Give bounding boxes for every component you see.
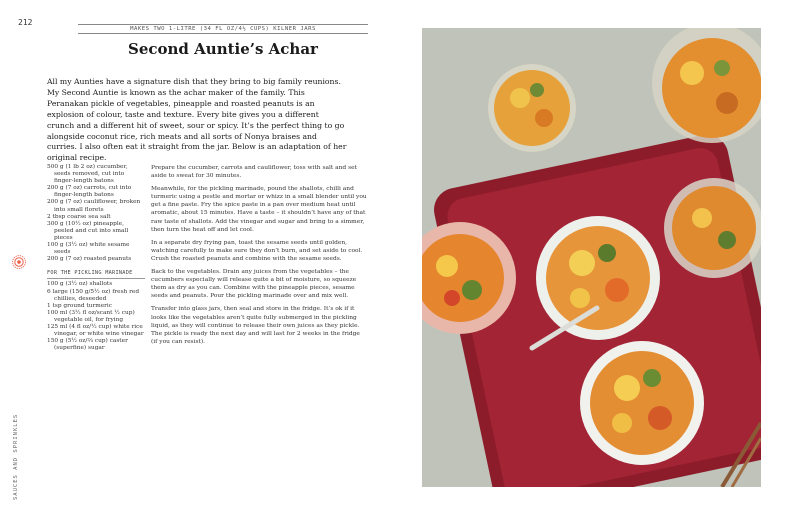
marinade-item: 100 g (3½ oz) shallots	[47, 281, 113, 288]
method-step: In a separate dry frying pan, toast the sesame seeds until golden, watching carefully to make sure they don’t burn, and set aside to cool. Crush the roasted peanuts and combine with the sesame seeds.	[151, 239, 363, 262]
recipe-title: Second Auntie’s Achar	[128, 40, 318, 58]
ingredient-item: 100 g (3½ oz) white sesame seeds	[47, 242, 130, 256]
method-step: Back to the vegetables. Drain any juices from the vegetables – the cucumbers especially will release quite a bit of moisture, so squeeze them as dry as you can. Combine with the pineapple pieces, sesame seeds and peanuts. Pour the pickling marinade over and mix well.	[151, 269, 357, 300]
marinade-item: 100 ml (3½ fl oz/scant ½ cup) vegetable oil, for frying	[47, 309, 135, 323]
page-number: 212	[18, 18, 33, 27]
recipe-yield: MAKES TWO 1-LITRE (34 FL OZ/4½ CUPS) KILNER JARS	[78, 24, 368, 34]
ingredient-item: 300 g (10½ oz) pineapple, peeled and cut into small pieces	[47, 220, 129, 241]
method-step: Transfer into glass jars, then seal and store in the fridge. It’s ok if it looks like the vegetables aren’t quite fully submerged in the pickling liquid, as they will continue to release their own juices as they pickle. The pickle is ready the next day and will last for 2 weeks in the fridge (if you can resist).	[151, 306, 360, 345]
method-steps	[151, 164, 367, 351]
ingredient-item: 200 g (7 oz) roasted peanuts	[47, 256, 132, 263]
marinade-heading: FOR THE PICKLING MARINADE	[47, 270, 145, 279]
ingredient-item: 2 tbsp coarse sea salt	[47, 213, 111, 220]
achar-photo	[422, 28, 761, 487]
marinade-item: 150 g (5½ oz/⅔ cup) caster (superfine) sugar	[47, 338, 128, 352]
ingredient-item: 200 g (7 oz) carrots, cut into finger-length batons	[47, 185, 132, 199]
section-label: SAUCES AND SPRINKLES	[13, 413, 19, 500]
ingredients-list	[47, 164, 145, 352]
marinade-item: 125 ml (4 fl oz/½ cup) white rice vinegar, or white wine vinegar	[47, 323, 144, 338]
method-step: Prepare the cucumber, carrots and cauliflower, toss with salt and set aside to sweat for 30 minutes.	[151, 165, 357, 180]
recipe-intro: All my Aunties have a signature dish that they bring to big family reunions. My Second Auntie is known as the achar maker of the family. This Peranakan pickle of vegetables, pineapple and roasted peanuts is an explosion of colour, taste and texture. Every bite gives you a different crunch and a different hit of sweet, sour or spicy. It’s the perfect thing to go alongside coconut rice, rich meats and all sorts of Nonya braises and curries. I also often eat it straight from the jar. Below is an adaptation of her original recipe.	[47, 77, 347, 163]
flower-icon	[12, 255, 26, 269]
marinade-item: 1 tsp ground turmeric	[47, 302, 113, 309]
method-step: Meanwhile, for the pickling marinade, pound the shallots, chilli and turmeric using a pestle and mortar or whizz in a small blender until you get a fine paste. Fry the spice paste in a pan over medium heat until aromatic, about 15 minutes. Have a taste – it shouldn’t have any of that raw taste of shallots. Add the vinegar and sugar and bring to a simmer, then turn the heat off and let cool.	[151, 186, 367, 233]
ingredient-item: 200 g (7 oz) cauliflower, broken into small florets	[47, 199, 141, 213]
ingredient-item: 500 g (1 lb 2 oz) cucumber, seeds removed, cut into finger-length batons	[47, 164, 128, 185]
marinade-item: 6 large (150 g/5½ oz) fresh red chillies, deseeded	[47, 288, 140, 302]
